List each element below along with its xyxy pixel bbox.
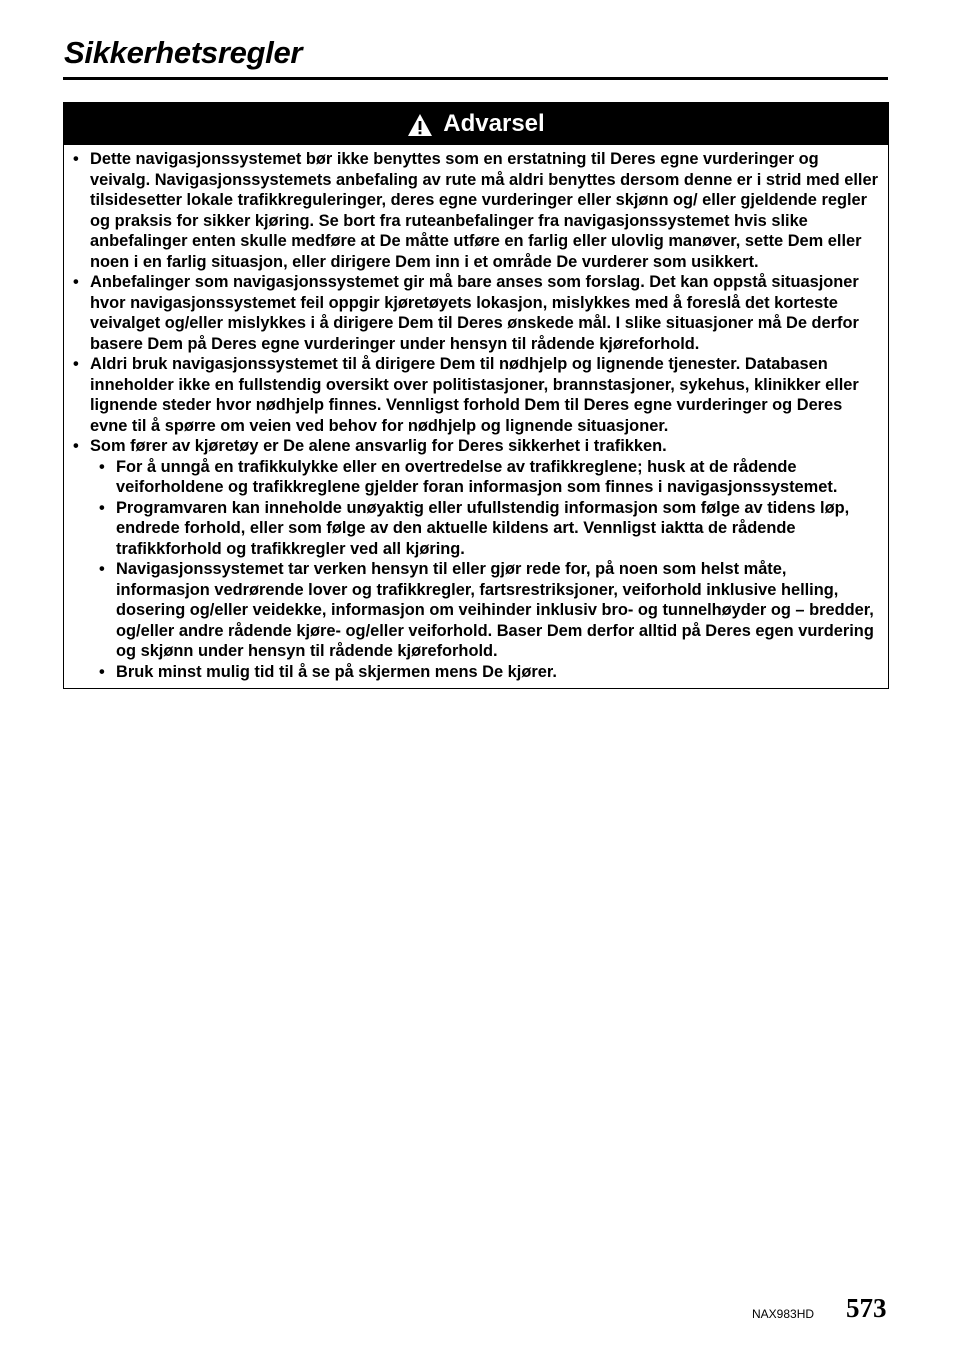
- sublist-item-text: For å unngå en trafikkulykke eller en overtredelse av trafikkreglene; husk at de rådende veiforholdene og trafikkreglene gjelder foran informasjon som finnes i navigasjonssystemet.: [116, 457, 838, 496]
- list-item-text: Anbefalinger som navigasjonssystemet gir må bare anses som forslag. Det kan oppstå situasjoner hvor navigasjonssystemet feil oppgir kjøretøyets lokasjon, mislykkes med å foreslå det korteste veivalget og/eller mislykkes i å dirigere Dem til Deres ønskede mål. I slike situasjoner må De derfor basere Dem på Deres egne vurderinger under hensyn til rådende kjøreforhold.: [90, 273, 859, 353]
- sublist-item: [98, 498, 882, 560]
- bullet-icon: •: [99, 457, 105, 476]
- list-item-text: Dette navigasjonssystemet bør ikke benyttes som en erstatning til Deres egne vurderinger og veivalg. Navigasjonssystemets anbefaling av rute må aldri benyttes dersom denne er i strid med eller tilsidesetter lokale trafikkreguleringer, deres egne vurderinger eller skjønn og/ eller gjeldende regler og praksis for sikker kjøring. Se bort fra ruteanbefalinger fra navigasjonssystemet hvis slike anbefalinger enten skulle medføre at De måtte utføre en farlig eller ulovlig manøver, sette Dem eller noen i en farlig situasjon, eller dirigere Dem inn i et område De vurderer som usikkert.: [90, 150, 878, 271]
- sublist-item: [98, 559, 882, 662]
- list-item: [72, 354, 882, 436]
- warning-sublist: [98, 457, 882, 683]
- warning-triangle-icon: [407, 113, 433, 137]
- sublist-item: [98, 662, 882, 683]
- page-number: 573: [846, 1293, 887, 1323]
- bullet-icon: •: [73, 355, 79, 373]
- warning-title: Advarsel: [443, 110, 545, 137]
- sublist-item-text: Navigasjonssystemet tar verken hensyn til eller gjør rede for, på noen som helst måte, informasjon vedrørende lover og trafikkregler, fartsrestriksjoner, veiforhold inklusive helling, dosering og/eller veidekke, informasjon om veihinder inklusiv bro- og tunnelhøyder og – bredder, og/eller andre rådende kjøre- og/eller veiforhold. Baser Dem derfor alltid på Deres egen vurdering og skjønn under hensyn til rådende kjøreforhold.: [116, 560, 874, 660]
- list-item: [72, 436, 882, 682]
- bullet-icon: •: [73, 150, 79, 168]
- warning-list: [72, 149, 882, 682]
- list-item: [72, 149, 882, 272]
- sublist-item-text: Bruk minst mulig tid til å se på skjermen mens De kjører.: [116, 662, 557, 681]
- warning-box: [63, 102, 889, 689]
- bullet-icon: •: [99, 498, 105, 517]
- bullet-icon: •: [73, 273, 79, 291]
- sublist-item-text: Programvaren kan inneholde unøyaktig eller ufullstendig informasjon som følge av tidens løp, endrede forhold, eller som følge av den aktuelle kildens art. Vennligst iaktta de rådende trafikkforhold og trafikkregler ved all kjøring.: [116, 498, 850, 558]
- bullet-icon: •: [99, 662, 105, 681]
- page-title: Sikkerhetsregler: [64, 35, 303, 70]
- list-item: [72, 272, 882, 354]
- sublist-item: [98, 457, 882, 498]
- warning-header: [64, 103, 888, 145]
- warning-body: [64, 145, 888, 688]
- bullet-icon: •: [99, 560, 105, 578]
- footer-model-number: NAX983HD: [752, 1307, 815, 1321]
- list-item-text: Aldri bruk navigasjonssystemet til å dirigere Dem til nødhjelp og lignende tjenester. Databasen inneholder ikke en fullstendig oversikt over politistasjoner, brannstasjoner, sykehus, klinikker eller lignende steder hvor nødhjelp finnes. Vennligst forhold Dem til Deres egne vurderinger og Deres evne til å spørre om veien ved behov for nødhjelp og lignende situasjoner.: [90, 355, 859, 435]
- list-item-text: Som fører av kjøretøy er De alene ansvarlig for Deres sikkerhet i trafikken.: [90, 437, 667, 455]
- title-rule: [63, 77, 888, 80]
- bullet-icon: •: [73, 437, 79, 455]
